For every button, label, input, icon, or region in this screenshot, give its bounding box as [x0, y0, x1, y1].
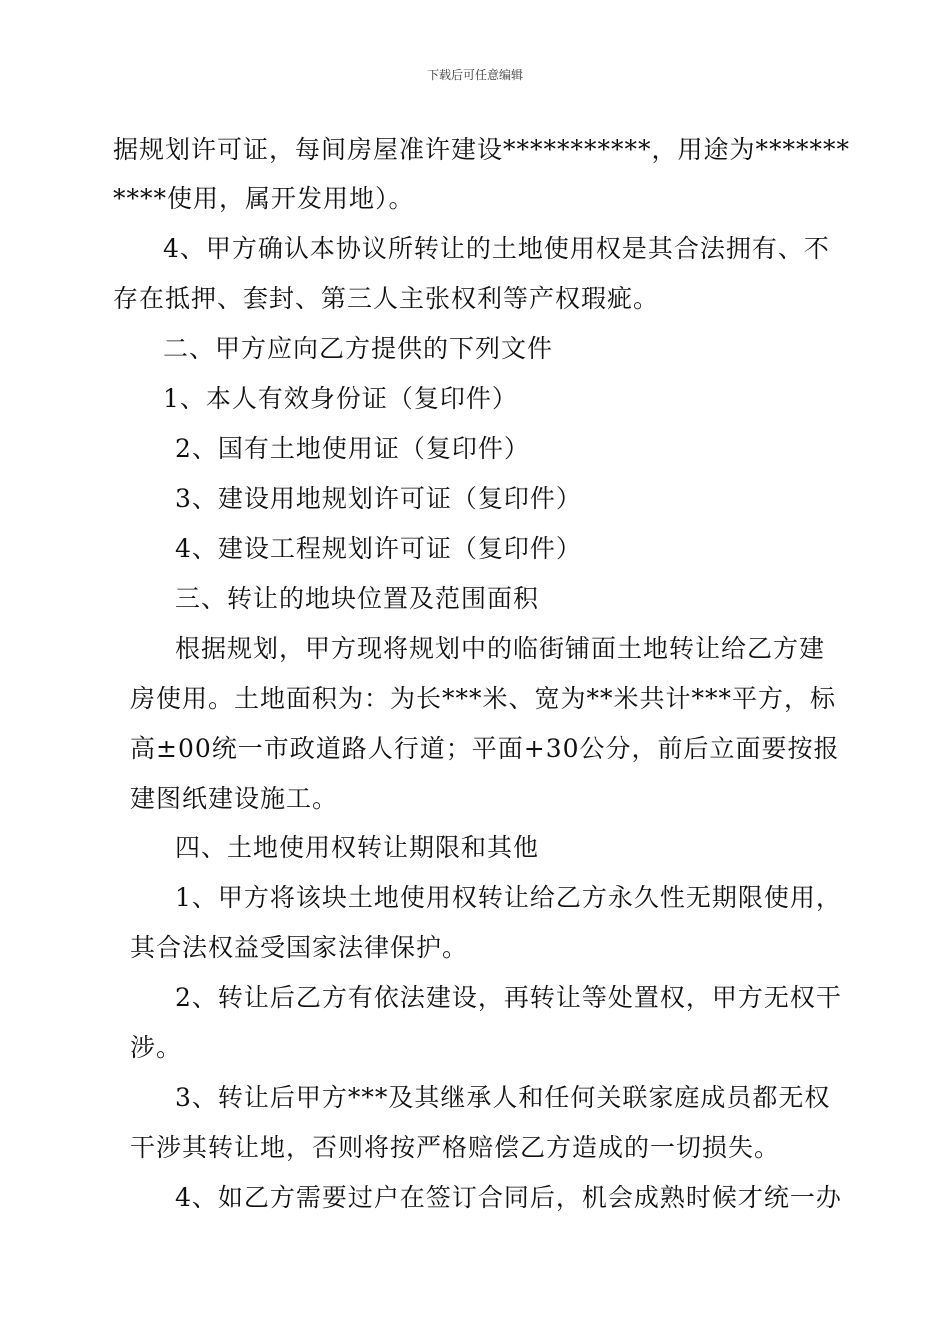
paragraph-line: 1、甲方将该块土地使用权转让给乙方永久性无期限使用， [175, 883, 842, 912]
list-item: 4、建设工程规划许可证（复印件） [175, 534, 582, 563]
paragraph-line: 4、如乙方需要过户在签订合同后，机会成熟时候才统一办 [175, 1183, 842, 1212]
paragraph-line: 4、甲方确认本协议所转让的土地使用权是其合法拥有、不 [163, 234, 830, 263]
paragraph-line: 存在抵押、套封、第三人主张权利等产权瑕疵。 [113, 284, 660, 313]
paragraph-line: 涉。 [130, 1033, 183, 1062]
section-heading: 二、甲方应向乙方提供的下列文件 [163, 334, 554, 363]
paragraph-line: 据规划许可证，每间房屋准许建设***********，用途为******* [113, 135, 851, 164]
list-item: 3、建设用地规划许可证（复印件） [175, 484, 582, 513]
section-heading: 三、转让的地块位置及范围面积 [175, 584, 540, 613]
paragraph-line: 3、转让后甲方***及其继承人和任何关联家庭成员都无权 [175, 1083, 831, 1112]
list-item: 1、本人有效身份证（复印件） [163, 384, 518, 413]
paragraph-line: 高±00统一市政道路人行道；平面+30公分，前后立面要按报 [130, 734, 840, 763]
paragraph-line: ****使用，属开发用地）。 [113, 184, 415, 213]
paragraph-line: 建图纸建设施工。 [130, 784, 339, 813]
list-item: 2、国有土地使用证（复印件） [175, 434, 530, 463]
paragraph-line: 根据规划，甲方现将规划中的临街铺面土地转让给乙方建 [175, 634, 826, 663]
paragraph-line: 2、转让后乙方有依法建设，再转让等处置权，甲方无权干 [175, 983, 842, 1012]
page-header: 下载后可任意编辑 [426, 68, 523, 82]
section-heading: 四、土地使用权转让期限和其他 [175, 833, 540, 862]
paragraph-line: 房使用。土地面积为：为长***米、宽为**米共计***平方，标 [130, 684, 837, 713]
paragraph-line: 其合法权益受国家法律保护。 [130, 933, 469, 962]
paragraph-line: 干涉其转让地，否则将按严格赔偿乙方造成的一切损失。 [130, 1133, 781, 1162]
